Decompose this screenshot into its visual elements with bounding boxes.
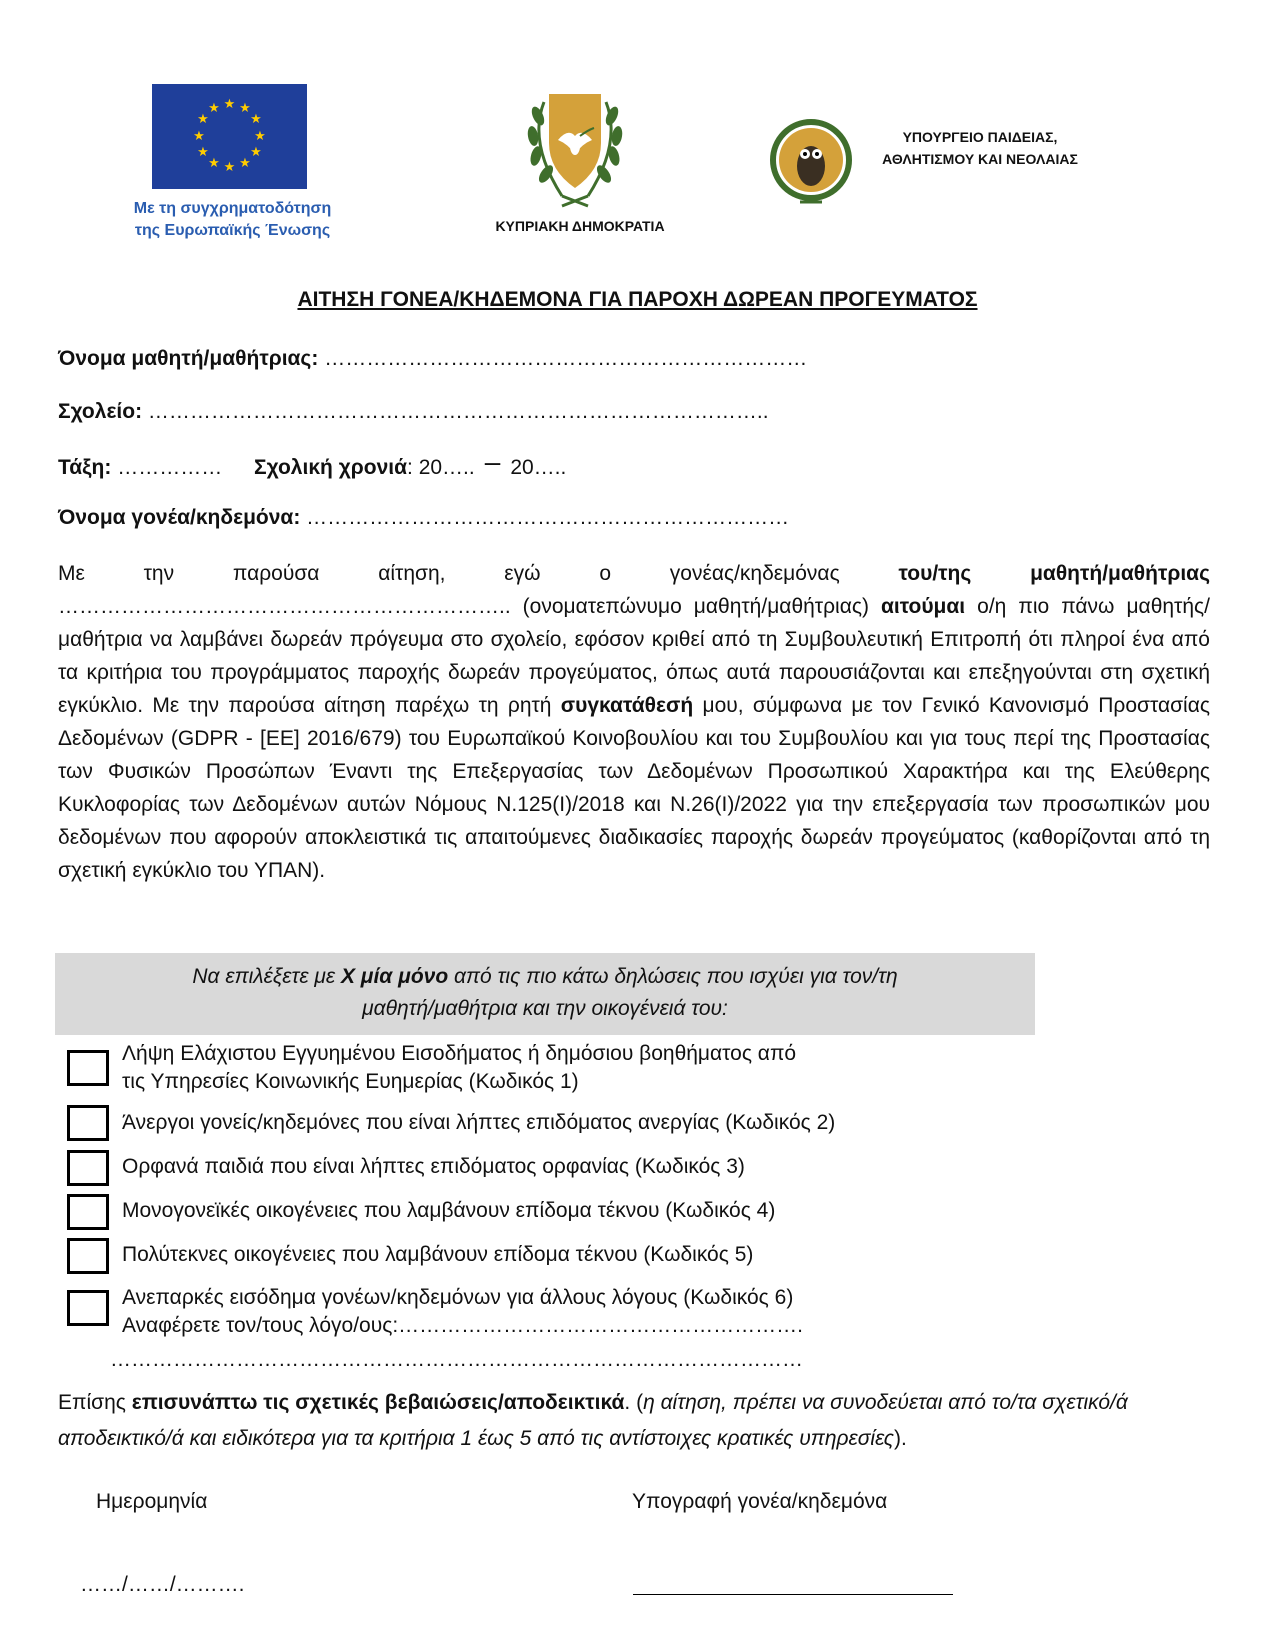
school-value[interactable]: ……………………………………………………………………………..	[142, 400, 769, 423]
signature-label: Υπογραφή γονέα/κηδεμόνα	[632, 1490, 888, 1513]
svg-text:★: ★	[197, 112, 209, 127]
option-6-reason-field[interactable]: Αναφέρετε τον/τους λόγο/ους:………………………………………………….	[122, 1314, 804, 1337]
option-6-line-1: Ανεπαρκές εισόδημα γονέων/κηδεμόνων για άλλους λόγους (Κωδικός 6)	[122, 1286, 794, 1309]
class-label: Τάξη:	[58, 456, 112, 479]
school-label: Σχολείο:	[58, 400, 143, 423]
document-title: ΑΙΤΗΣΗ ΓΟΝΕΑ/ΚΗΔΕΜΟΝΑ ΓΙΑ ΠΑΡΟΧΗ ΔΩΡΕΑΝ ΠΡΟΓΕΥΜΑΤΟΣ	[297, 288, 978, 311]
checkbox-code-2[interactable]	[67, 1105, 109, 1141]
class-value[interactable]: ……………	[111, 456, 223, 479]
option-code-4-label: Μονογονεϊκές οικογένειες που λαμβάνουν επίδομα τέκνου (Κωδικός 4)	[122, 1199, 776, 1222]
ministry-caption	[860, 126, 1100, 170]
consent-bold-consent: συγκατάθεσή	[560, 694, 694, 717]
date-field[interactable]: ……/……/……….	[80, 1573, 245, 1596]
consent-text-3: ο/η πιο πάνω μαθητής/μαθήτρια να λαμβάνει δωρεάν πρόγευμα στο σχολείο, εφόσον κριθεί από τη Συμβουλευτική Επιτροπή ότι πληροί ένα από τα κριτήρια του προγράμματος παροχής δωρεάν προγεύματος, όπως αυτά παρουσιάζονται και επεξηγούνται στη σχετική εγκύκλιο. Με την παρούσα αίτηση παρέχω τη ρητή	[58, 595, 1210, 717]
signature-line[interactable]	[633, 1594, 953, 1595]
option-code-6-label	[122, 1284, 803, 1340]
option-code-2-label: Άνεργοι γονείς/κηδεμόνες που είναι λήπτες επιδόματος ανεργίας (Κωδικός 2)	[122, 1111, 836, 1134]
attachments-paragraph	[58, 1385, 1218, 1457]
parent-name-label: Όνομα γονέα/κηδεμόνα:	[58, 506, 301, 529]
ministry-caption-line-1: ΥΠΟΥΡΓΕΙΟ ΠΑΙΔΕΙΑΣ,	[902, 129, 1058, 145]
school-year-end[interactable]: 20…..	[510, 456, 567, 479]
attach-mid: . (	[624, 1391, 644, 1414]
svg-text:★: ★	[254, 129, 266, 144]
ministry-owl-emblem-icon	[758, 114, 864, 210]
svg-text:★: ★	[250, 112, 262, 127]
instruction-line-1	[55, 961, 1035, 993]
consent-paragraph	[58, 557, 1210, 887]
option-code-5-label: Πολύτεκνες οικογένειες που λαμβάνουν επίδομα τέκνου (Κωδικός 5)	[122, 1243, 754, 1266]
parent-name-field[interactable]	[58, 505, 789, 531]
consent-text-4: μου, σύμφωνα με τον Γενικό Κανονισμό Προστασίας Δεδομένων (GDPR - [ΕΕ] 2016/679) του Ευρωπαϊκού Κοινοβουλίου και του Συμβουλίου και για τους περί της Προστασίας των Φυσικών Προσώπων Έναντι της Επεξεργασίας των Δεδομένων Προσωπικού Χαρακτήρα και της Ελεύθερης Κυκλοφορίας των Δεδομένων αυτών Νόμους Ν.125(Ι)/2018 και Ν.26(Ι)/2022 για την επεξεργασία των προσωπικών μου δεδομένων που αφορούν αποκλειστικά τις απαιτούμενες διαδικασίες παροχής δωρεάν προγεύματος (καθορίζονται από τη σχετική εγκύκλιο του ΥΠΑΝ).	[58, 694, 1210, 882]
svg-text:★: ★	[239, 101, 251, 116]
instruction-post: από τις πιο κάτω δηλώσεις που ισχύει για τον/τη	[448, 965, 898, 988]
date-label: Ημερομηνία	[96, 1490, 208, 1513]
cyprus-coat-of-arms-icon	[514, 88, 636, 212]
svg-text:★: ★	[193, 129, 205, 144]
consent-bold-request: αιτούμαι	[880, 595, 966, 618]
option-code-3-label: Ορφανά παιδιά που είναι λήπτες επιδόματος ορφανίας (Κωδικός 3)	[122, 1155, 745, 1178]
consent-text-1: Με την παρούσα αίτηση, εγώ ο γονέας/κηδεμόνας	[58, 562, 899, 585]
attach-note: η αίτηση, πρέπει να συνοδεύεται από το/τα σχετικό/ά αποδεικτικό/ά και ειδικότερα για τα κριτήρια 1 έως 5 από τις αντίστοιχες κρατικές υπηρεσίες	[58, 1391, 1128, 1450]
svg-text:★: ★	[250, 145, 262, 160]
checkbox-code-1[interactable]	[67, 1050, 109, 1086]
student-name-field[interactable]	[58, 346, 807, 372]
svg-text:★: ★	[208, 156, 220, 171]
option-code-1-label	[122, 1040, 796, 1096]
school-year-dash: –	[484, 446, 501, 477]
ministry-caption-line-2: ΑΘΛΗΤΙΣΜΟΥ ΚΑΙ ΝΕΟΛΑΙΑΣ	[882, 151, 1078, 167]
student-name-value[interactable]: ……………………………………………………………	[318, 347, 808, 370]
eu-caption-line-2: της Ευρωπαϊκής Ένωσης	[134, 222, 331, 239]
school-year-start[interactable]: : 20…..	[407, 456, 475, 479]
instruction-pre: Να επιλέξετε με	[192, 965, 341, 988]
student-name-label: Όνομα μαθητή/μαθήτριας:	[58, 347, 319, 370]
option-6-reason-continuation[interactable]: ………………………………………………………………………………………	[110, 1348, 803, 1371]
svg-text:★: ★	[223, 160, 236, 175]
instruction-line-2: μαθητή/μαθήτρια και την οικογένειά του:	[362, 997, 728, 1020]
class-year-field[interactable]	[58, 446, 567, 481]
checkbox-code-3[interactable]	[67, 1150, 109, 1186]
attach-bold: επισυνάπτω τις σχετικές βεβαιώσεις/αποδεικτικά	[131, 1391, 625, 1414]
svg-text:★: ★	[239, 156, 251, 171]
checkbox-code-4[interactable]	[67, 1194, 109, 1230]
instruction-bold: Χ μία μόνο	[340, 965, 449, 988]
eu-flag-logo	[152, 84, 307, 189]
eu-cofunding-caption	[110, 198, 355, 242]
consent-bold-student: του/της μαθητή/μαθήτριας	[898, 562, 1210, 585]
option-1-line-2: τις Υπηρεσίες Κοινωνικής Ευημερίας (Κωδικός 1)	[122, 1070, 579, 1093]
svg-text:★: ★	[208, 101, 220, 116]
svg-text:★: ★	[197, 145, 209, 160]
selection-instruction-banner	[55, 953, 1035, 1035]
svg-text:★: ★	[223, 97, 236, 112]
cyprus-republic-caption: ΚΥΠΡΙΑΚΗ ΔΗΜΟΚΡΑΤΙΑ	[495, 218, 665, 234]
school-year-label: Σχολική χρονιά	[254, 456, 408, 479]
eu-stars-icon	[152, 84, 307, 189]
checkbox-code-5[interactable]	[67, 1238, 109, 1274]
consent-text-2: ……………………………………………………….. (ονοματεπώνυμο μαθητή/μαθήτριας)	[58, 595, 881, 618]
parent-name-value[interactable]: ……………………………………………………………	[300, 506, 790, 529]
eu-caption-line-1: Με τη συγχρηματοδότηση	[133, 200, 332, 217]
attach-post: ).	[893, 1427, 907, 1450]
attach-pre: Επίσης	[58, 1391, 132, 1414]
option-1-line-1: Λήψη Ελάχιστου Εγγυημένου Εισοδήματος ή δημόσιου βοηθήματος από	[122, 1042, 797, 1065]
checkbox-code-6[interactable]	[67, 1290, 109, 1326]
school-field[interactable]	[58, 399, 769, 425]
